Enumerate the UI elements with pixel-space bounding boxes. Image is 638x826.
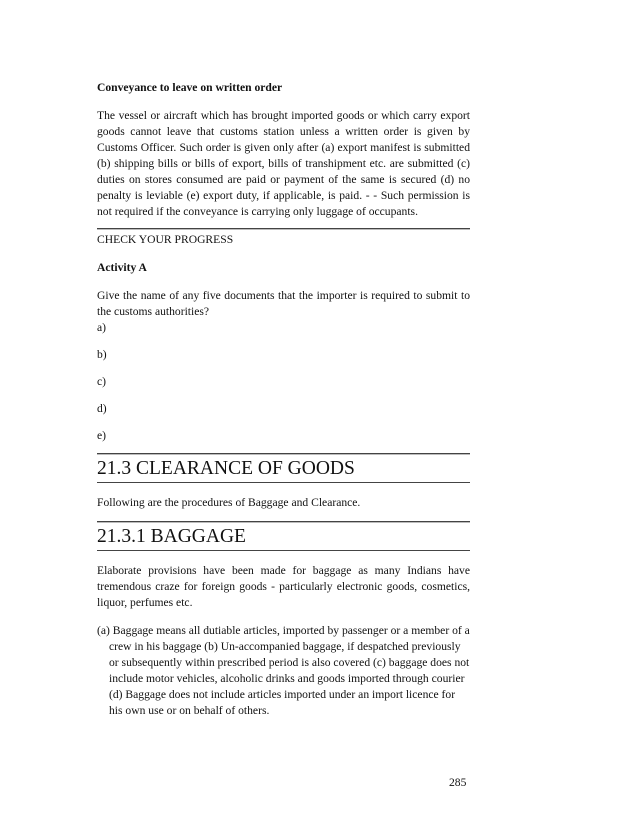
activity-title: Activity A (97, 261, 147, 274)
page-number: 285 (449, 776, 467, 789)
answer-option-a: a) (97, 321, 107, 334)
check-progress-heading: CHECK YOUR PROGRESS (97, 233, 234, 246)
answer-option-e: e) (97, 429, 107, 442)
baggage-heading-block (97, 522, 470, 551)
activity-question: Give the name of any five documents that the importer is required to submit to the customs authorities? (97, 289, 470, 318)
answer-option-c: c) (97, 375, 107, 388)
answer-option-d: d) (97, 402, 107, 415)
clearance-heading-block (97, 454, 470, 483)
baggage-body: Elaborate provisions have been made for baggage as many Indians have tremendous craze for foreign goods - particularly electronic goods, cosmetics, liquor, perfumes etc. (97, 564, 470, 609)
answer-option-b: b) (97, 348, 107, 361)
clearance-body: Following are the procedures of Baggage and Clearance. (97, 496, 361, 509)
progress-rule (97, 228, 470, 229)
conveyance-heading: Conveyance to leave on written order (97, 81, 283, 94)
document-page (97, 0, 470, 719)
baggage-heading: 21.3.1 BAGGAGE (97, 526, 246, 547)
conveyance-body: The vessel or aircraft which has brought imported goods or which carry export goods cannot leave that customs station unless a written order is given by Customs Officer. Such order is given only after (a) export manifest is submitted (b) shipping bills or bills of export, bills of transhipment etc. are submitted (c) duties on stores consumed are paid or payment of the same is secured (d) no penalty is leviable (e) export duty, if applicable, is paid. - - Such permission is not required if the conveyance is carrying only luggage of occupants. (97, 109, 470, 218)
baggage-definition-item: (a) Baggage means all dutiable articles, imported by passenger or a member of a crew in his baggage (b) Un-accompanied baggage, if despatched previously or subsequently within prescribed period is also covered (c) baggage does not include motor vehicles, alcoholic drinks and goods imported through courier (d) Baggage does not include articles imported under an import licence for his own use or on behalf of others. (97, 624, 470, 717)
clearance-heading: 21.3 CLEARANCE OF GOODS (97, 458, 355, 479)
